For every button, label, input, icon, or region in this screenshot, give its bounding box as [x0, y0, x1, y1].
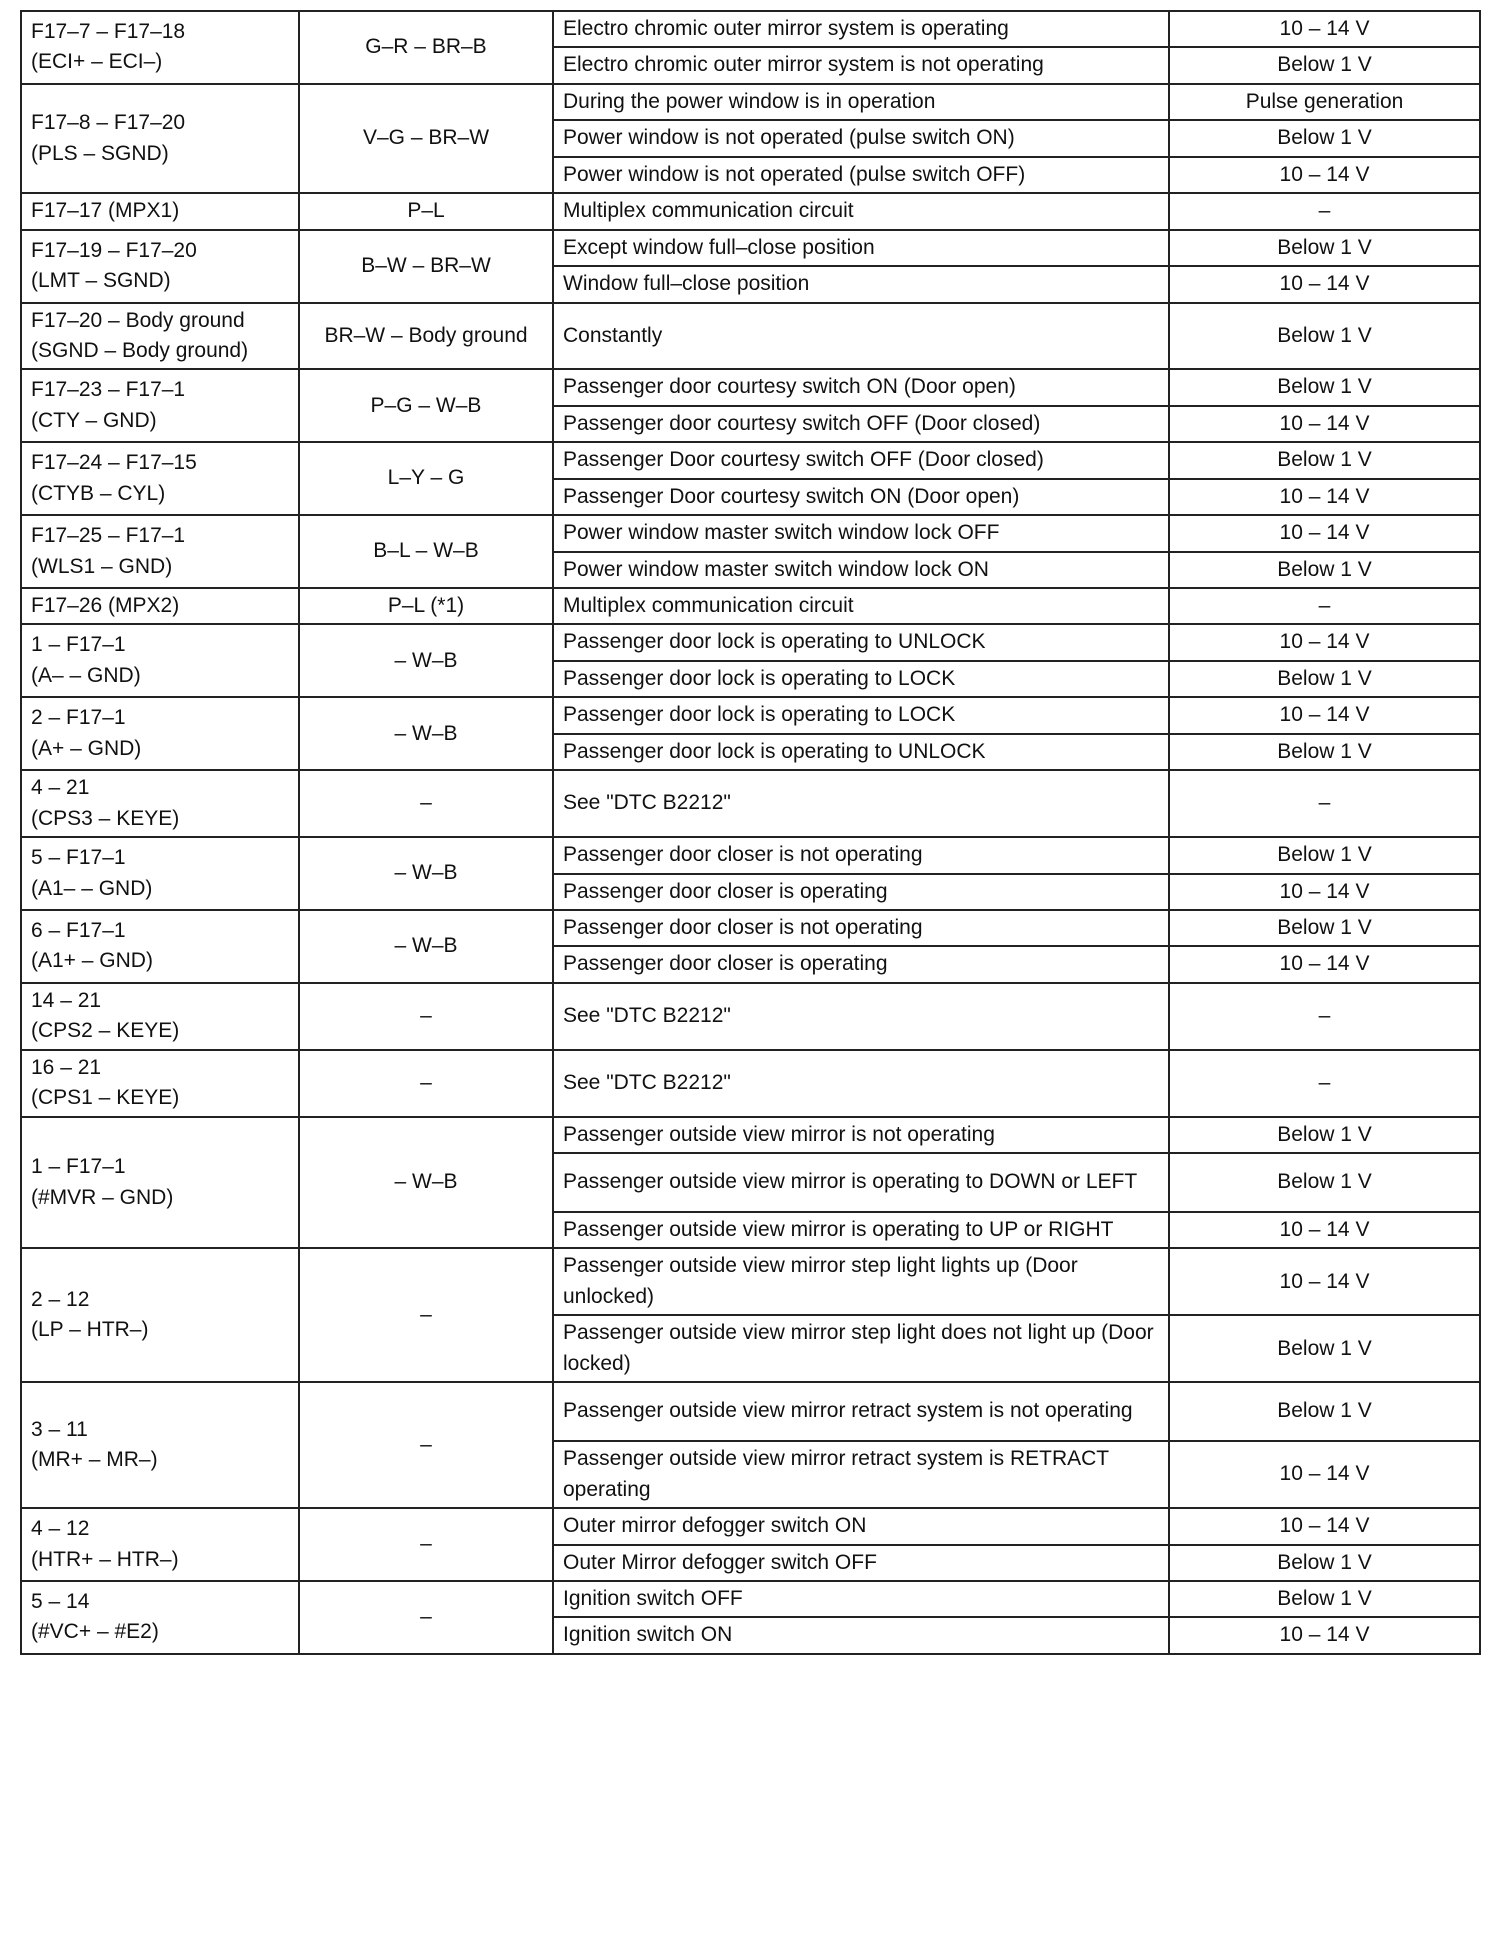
condition-cell: Passenger door closer is not operating	[553, 910, 1169, 946]
terminal-label: 5 – 14	[31, 1589, 90, 1613]
condition-cell: Window full–close position	[553, 266, 1169, 302]
condition-cell: Passenger outside view mirror retract system is RETRACT operating	[553, 1441, 1169, 1508]
wiring-color-cell: – W–B	[299, 837, 553, 910]
specified-condition-cell: Below 1 V	[1169, 47, 1480, 83]
specified-condition-cell: 10 – 14 V	[1169, 1617, 1480, 1653]
condition-cell: See "DTC B2212"	[553, 1050, 1169, 1117]
wiring-color-cell: P–G – W–B	[299, 369, 553, 442]
terminal-label: (A1+ – GND)	[31, 949, 153, 973]
specified-condition-cell: –	[1169, 588, 1480, 624]
terminal-label: (A1– – GND)	[31, 876, 153, 900]
terminal-label: (CPS2 – KEYE)	[31, 1019, 180, 1043]
terminal-cell	[21, 303, 299, 370]
condition-cell: Outer Mirror defogger switch OFF	[553, 1545, 1169, 1581]
terminal-label: (HTR+ – HTR–)	[31, 1547, 179, 1571]
terminal-label: (#MVR – GND)	[31, 1185, 174, 1209]
condition-cell: Electro chromic outer mirror system is not operating	[553, 47, 1169, 83]
specified-condition-cell: 10 – 14 V	[1169, 479, 1480, 515]
specified-condition-cell: Pulse generation	[1169, 84, 1480, 120]
terminal-label: 3 – 11	[31, 1417, 88, 1441]
specified-condition-cell: Below 1 V	[1169, 552, 1480, 588]
table-row	[21, 837, 1480, 873]
specified-condition-cell: Below 1 V	[1169, 1382, 1480, 1441]
terminal-label: (A– – GND)	[31, 663, 141, 687]
specified-condition-cell: –	[1169, 983, 1480, 1050]
wiring-color-cell: –	[299, 1508, 553, 1581]
specified-condition-cell: 10 – 14 V	[1169, 624, 1480, 660]
specified-condition-cell: Below 1 V	[1169, 1545, 1480, 1581]
terminal-label: 5 – F17–1	[31, 846, 126, 870]
condition-cell: Passenger door closer is operating	[553, 874, 1169, 910]
specified-condition-cell: 10 – 14 V	[1169, 697, 1480, 733]
terminal-cell	[21, 1508, 299, 1581]
table-row	[21, 1581, 1480, 1617]
table-row	[21, 369, 1480, 405]
terminal-cell	[21, 515, 299, 588]
terminal-label: (PLS – SGND)	[31, 141, 169, 165]
specified-condition-cell: 10 – 14 V	[1169, 11, 1480, 47]
wiring-color-cell: –	[299, 1050, 553, 1117]
terminal-label: (CTYB – CYL)	[31, 481, 166, 505]
condition-cell: Passenger outside view mirror is operating to DOWN or LEFT	[553, 1153, 1169, 1212]
specified-condition-cell: Below 1 V	[1169, 230, 1480, 266]
wiring-color-cell: –	[299, 983, 553, 1050]
wiring-color-cell: G–R – BR–B	[299, 11, 553, 84]
condition-cell: Passenger outside view mirror is operating to UP or RIGHT	[553, 1212, 1169, 1248]
specified-condition-cell: Below 1 V	[1169, 1581, 1480, 1617]
terminal-label: F17–25 – F17–1	[31, 524, 186, 548]
terminal-label: 1 – F17–1	[31, 633, 126, 657]
condition-cell: Passenger door lock is operating to UNLOCK	[553, 734, 1169, 770]
table-row	[21, 624, 1480, 660]
condition-cell: Ignition switch ON	[553, 1617, 1169, 1653]
terminal-label: 4 – 12	[31, 1517, 90, 1541]
condition-cell: Power window master switch window lock ON	[553, 552, 1169, 588]
terminal-cell	[21, 910, 299, 983]
terminal-cell	[21, 837, 299, 910]
table-row	[21, 588, 1480, 624]
specified-condition-cell: –	[1169, 770, 1480, 837]
specified-condition-cell: 10 – 14 V	[1169, 266, 1480, 302]
wiring-color-cell: –	[299, 770, 553, 837]
terminal-label: F17–23 – F17–1	[31, 378, 186, 402]
wiring-color-cell: –	[299, 1248, 553, 1382]
specified-condition-cell: 10 – 14 V	[1169, 946, 1480, 982]
terminal-label: 4 – 21	[31, 776, 90, 800]
condition-cell: Passenger door courtesy switch ON (Door open)	[553, 369, 1169, 405]
condition-cell: Power window master switch window lock OFF	[553, 515, 1169, 551]
table-row	[21, 515, 1480, 551]
condition-cell: Outer mirror defogger switch ON	[553, 1508, 1169, 1544]
wiring-color-cell: P–L (*1)	[299, 588, 553, 624]
table-row	[21, 442, 1480, 478]
terminal-label: 2 – 12	[31, 1287, 90, 1311]
condition-cell: Passenger outside view mirror is not operating	[553, 1117, 1169, 1153]
terminal-cell	[21, 770, 299, 837]
condition-cell: Ignition switch OFF	[553, 1581, 1169, 1617]
specified-condition-cell: 10 – 14 V	[1169, 874, 1480, 910]
table-row	[21, 1117, 1480, 1153]
condition-cell: Passenger door lock is operating to LOCK	[553, 661, 1169, 697]
specified-condition-cell: Below 1 V	[1169, 661, 1480, 697]
specified-condition-cell: Below 1 V	[1169, 734, 1480, 770]
condition-cell: Passenger door lock is operating to UNLOCK	[553, 624, 1169, 660]
wiring-color-cell: B–L – W–B	[299, 515, 553, 588]
condition-cell: Passenger door closer is not operating	[553, 837, 1169, 873]
wiring-color-cell: V–G – BR–W	[299, 84, 553, 193]
condition-cell: See "DTC B2212"	[553, 983, 1169, 1050]
condition-cell: Passenger Door courtesy switch OFF (Door closed)	[553, 442, 1169, 478]
terminal-cell	[21, 697, 299, 770]
condition-cell: Except window full–close position	[553, 230, 1169, 266]
terminal-cell	[21, 1117, 299, 1249]
terminal-cell	[21, 193, 299, 229]
terminal-cell	[21, 84, 299, 193]
specified-condition-cell: 10 – 14 V	[1169, 1441, 1480, 1508]
specified-condition-cell: 10 – 14 V	[1169, 1212, 1480, 1248]
terminal-cell	[21, 1581, 299, 1654]
specified-condition-cell: 10 – 14 V	[1169, 515, 1480, 551]
wiring-color-cell: P–L	[299, 193, 553, 229]
terminal-cell	[21, 230, 299, 303]
table-row	[21, 230, 1480, 266]
terminal-label: (MR+ – MR–)	[31, 1448, 158, 1472]
specified-condition-cell: Below 1 V	[1169, 303, 1480, 370]
condition-cell: Passenger Door courtesy switch ON (Door open)	[553, 479, 1169, 515]
terminal-label: F17–20 – Body ground	[31, 308, 245, 332]
terminal-label: (SGND – Body ground)	[31, 338, 249, 362]
terminal-cell	[21, 1382, 299, 1508]
condition-cell: Passenger door lock is operating to LOCK	[553, 697, 1169, 733]
wiring-color-cell: –	[299, 1581, 553, 1654]
table-row	[21, 1508, 1480, 1544]
specified-condition-cell: Below 1 V	[1169, 369, 1480, 405]
wiring-color-cell: – W–B	[299, 910, 553, 983]
wiring-color-cell: –	[299, 1382, 553, 1508]
table-row	[21, 1050, 1480, 1117]
terminal-label: F17–7 – F17–18	[31, 20, 186, 43]
specified-condition-cell: Below 1 V	[1169, 1117, 1480, 1153]
condition-cell: Power window is not operated (pulse switch ON)	[553, 120, 1169, 156]
terminal-cell	[21, 624, 299, 697]
table-row	[21, 303, 1480, 370]
condition-cell: Multiplex communication circuit	[553, 588, 1169, 624]
wiring-color-cell: – W–B	[299, 1117, 553, 1249]
specified-condition-cell: –	[1169, 1050, 1480, 1117]
specified-condition-cell: 10 – 14 V	[1169, 1248, 1480, 1315]
terminal-cell	[21, 1248, 299, 1382]
specified-condition-cell: Below 1 V	[1169, 442, 1480, 478]
terminal-label: F17–19 – F17–20	[31, 238, 197, 262]
table-row	[21, 770, 1480, 837]
condition-cell: See "DTC B2212"	[553, 770, 1169, 837]
terminal-label: F17–17 (MPX1)	[31, 199, 180, 223]
terminal-label: (WLS1 – GND)	[31, 554, 173, 578]
wiring-color-cell: BR–W – Body ground	[299, 303, 553, 370]
terminal-label: F17–24 – F17–15	[31, 451, 197, 475]
terminal-label: 16 – 21	[31, 1055, 102, 1079]
specified-condition-cell: 10 – 14 V	[1169, 406, 1480, 442]
table-row	[21, 983, 1480, 1050]
terminal-label: (#VC+ – #E2)	[31, 1620, 159, 1644]
terminal-label: (LP – HTR–)	[31, 1318, 149, 1342]
terminal-label: (CPS1 – KEYE)	[31, 1086, 180, 1110]
specified-condition-cell: –	[1169, 193, 1480, 229]
terminal-label: (CPS3 – KEYE)	[31, 806, 180, 830]
table-row	[21, 910, 1480, 946]
table-row	[21, 697, 1480, 733]
terminal-cell	[21, 588, 299, 624]
terminal-label: (CTY – GND)	[31, 408, 157, 432]
terminal-cell	[21, 1050, 299, 1117]
wiring-color-cell: – W–B	[299, 697, 553, 770]
terminal-label: 6 – F17–1	[31, 918, 126, 942]
condition-cell: Constantly	[553, 303, 1169, 370]
wiring-color-cell: B–W – BR–W	[299, 230, 553, 303]
condition-cell: Power window is not operated (pulse switch OFF)	[553, 157, 1169, 193]
specified-condition-cell: Below 1 V	[1169, 1153, 1480, 1212]
table-row	[21, 11, 1480, 47]
terminal-label: F17–8 – F17–20	[31, 111, 186, 135]
condition-cell: Passenger door courtesy switch OFF (Door closed)	[553, 406, 1169, 442]
specified-condition-cell: Below 1 V	[1169, 837, 1480, 873]
specified-condition-cell: Below 1 V	[1169, 120, 1480, 156]
specified-condition-cell: 10 – 14 V	[1169, 157, 1480, 193]
terminal-cell	[21, 11, 299, 84]
specified-condition-cell: Below 1 V	[1169, 1315, 1480, 1382]
terminal-cell	[21, 369, 299, 442]
terminal-label: F17–26 (MPX2)	[31, 594, 180, 617]
terminal-label: (ECI+ – ECI–)	[31, 50, 163, 74]
condition-cell: Passenger outside view mirror retract system is not operating	[553, 1382, 1169, 1441]
table-row	[21, 1382, 1480, 1441]
table-row	[21, 193, 1480, 229]
specified-condition-cell: Below 1 V	[1169, 910, 1480, 946]
terminal-label: 14 – 21	[31, 988, 102, 1012]
condition-cell: Electro chromic outer mirror system is operating	[553, 11, 1169, 47]
table-row	[21, 84, 1480, 120]
terminal-spec-table-body	[21, 11, 1480, 1654]
condition-cell: Passenger outside view mirror step light lights up (Door unlocked)	[553, 1248, 1169, 1315]
wiring-color-cell: – W–B	[299, 624, 553, 697]
wiring-color-cell: L–Y – G	[299, 442, 553, 515]
terminal-label: 1 – F17–1	[31, 1155, 126, 1179]
terminal-label: (LMT – SGND)	[31, 269, 171, 293]
table-row	[21, 1248, 1480, 1315]
condition-cell: Passenger door closer is operating	[553, 946, 1169, 982]
terminal-spec-table	[20, 10, 1481, 1655]
terminal-label: 2 – F17–1	[31, 706, 126, 730]
terminal-cell	[21, 442, 299, 515]
condition-cell: During the power window is in operation	[553, 84, 1169, 120]
condition-cell: Passenger outside view mirror step light does not light up (Door locked)	[553, 1315, 1169, 1382]
condition-cell: Multiplex communication circuit	[553, 193, 1169, 229]
terminal-label: (A+ – GND)	[31, 736, 142, 760]
terminal-cell	[21, 983, 299, 1050]
specified-condition-cell: 10 – 14 V	[1169, 1508, 1480, 1544]
